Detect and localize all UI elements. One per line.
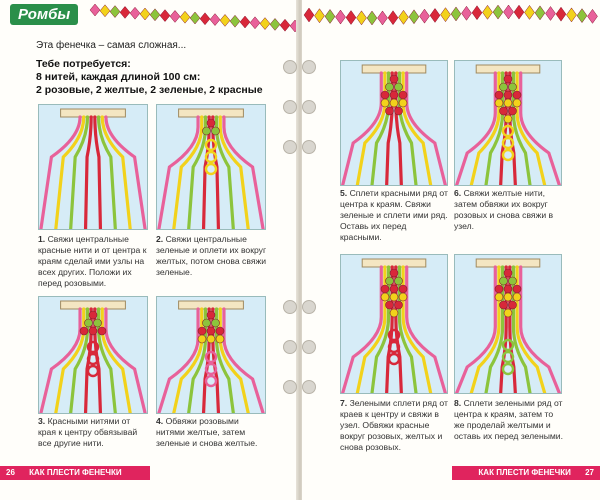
clip-bar	[61, 109, 126, 117]
knot	[212, 319, 220, 327]
knot	[509, 277, 517, 285]
knot	[89, 327, 97, 335]
knot	[504, 99, 512, 107]
band-diamond	[110, 6, 120, 18]
step-2-text: Свяжи центральные зеленые и оплети их вокруг желтых, потом снова свяжи зеленые.	[156, 234, 267, 277]
knot	[504, 75, 512, 83]
step-4-number: 4.	[156, 416, 164, 426]
step-3-number: 3.	[38, 416, 46, 426]
knot	[390, 99, 398, 107]
knot	[513, 99, 521, 107]
step-5-number: 5.	[340, 188, 348, 198]
knot	[207, 311, 215, 319]
band-diamond	[250, 17, 260, 29]
knot	[381, 293, 389, 301]
band-diamond	[140, 8, 150, 20]
step-1-number: 1.	[38, 234, 46, 244]
step-1-caption	[38, 234, 150, 289]
knot	[390, 269, 398, 277]
knot	[85, 319, 93, 327]
page-title: Ромбы	[10, 4, 78, 25]
knot	[203, 127, 211, 135]
knot	[390, 309, 398, 317]
knot	[513, 285, 521, 293]
footer-title-right: КАК ПЛЕСТИ ФЕНЕЧКИ	[478, 468, 571, 477]
knot	[504, 293, 512, 301]
knot	[399, 293, 407, 301]
band-diamond	[230, 15, 240, 27]
knot	[386, 277, 394, 285]
knot	[504, 269, 512, 277]
band-diamond	[210, 14, 220, 26]
knot	[500, 107, 508, 115]
thread	[106, 309, 145, 413]
band-diamond	[472, 6, 482, 20]
knot	[504, 309, 512, 317]
band-diamond	[130, 7, 140, 19]
knot	[395, 83, 403, 91]
clip-bar	[476, 259, 540, 267]
clip-bar	[362, 259, 426, 267]
knot	[89, 311, 97, 319]
knot	[504, 115, 512, 123]
band-diamond	[220, 14, 230, 26]
step-2-caption	[156, 234, 268, 278]
band-diamond	[357, 11, 367, 25]
band-diamond	[409, 10, 419, 24]
knot	[504, 285, 512, 293]
step-6-image	[454, 60, 562, 186]
step-6-text: Свяжи желтые нити, затем обвяжи их вокруг розовых и снова свяжи в узел.	[454, 188, 554, 231]
knot	[504, 91, 512, 99]
band-diamond	[483, 5, 493, 19]
knot	[500, 301, 508, 309]
knot	[509, 107, 517, 115]
knot	[207, 327, 215, 335]
band-diamond	[325, 9, 335, 23]
step-2-image	[156, 104, 266, 230]
band-diamond	[441, 8, 451, 22]
step-5-caption	[340, 188, 450, 243]
band-diamond	[588, 9, 598, 23]
band-diamond	[546, 6, 556, 20]
knot	[495, 91, 503, 99]
knot	[390, 75, 398, 83]
knot	[495, 285, 503, 293]
binder-holes-right	[302, 0, 316, 500]
materials-list	[36, 58, 263, 97]
thread	[102, 117, 130, 229]
clip-bar	[179, 109, 244, 117]
band-diamond	[270, 18, 280, 30]
knot	[395, 107, 403, 115]
knot	[500, 277, 508, 285]
step-7-text: Зелеными сплети ряд от краев к центру и свяжи в узел. Обвяжи красные вокруг розовых, желтых и снова розовых.	[340, 398, 448, 452]
band-diamond	[100, 5, 110, 17]
band-diamond	[120, 6, 130, 18]
loop-knot	[206, 376, 216, 386]
knot	[203, 319, 211, 327]
band-diamond	[200, 13, 210, 25]
step-2-number: 2.	[156, 234, 164, 244]
knot	[80, 327, 88, 335]
clip-bar	[362, 65, 426, 73]
band-diamond	[170, 10, 180, 22]
knot	[509, 83, 517, 91]
step-5-text: Сплети красными ряд от центра к краям. Свяжи зеленые и сплети ими ряд. Оставь их перед красными.	[340, 188, 448, 242]
clip-bar	[61, 301, 126, 309]
knot	[381, 91, 389, 99]
knot	[94, 319, 102, 327]
knot	[216, 335, 224, 343]
right-page	[302, 0, 600, 500]
band-diamond	[556, 7, 566, 21]
band-diamond	[577, 9, 587, 23]
band-diamond	[346, 11, 356, 25]
step-7-image	[340, 254, 448, 394]
knot	[212, 127, 220, 135]
materials-line-3: 2 розовые, 2 желтые, 2 зеленые, 2 красные	[36, 84, 263, 96]
band-diamond	[567, 8, 577, 22]
binder-holes-left	[283, 0, 297, 500]
knot	[198, 335, 206, 343]
knot	[207, 335, 215, 343]
loop-knot	[88, 366, 98, 376]
step-6-caption	[454, 188, 564, 232]
knot	[399, 91, 407, 99]
loop-knot	[206, 164, 216, 174]
knot	[495, 99, 503, 107]
footer-left	[0, 466, 150, 480]
loop-knot	[389, 354, 399, 364]
materials-line-2: 8 нитей, каждая длиной 100 см:	[36, 71, 201, 83]
band-diamond	[260, 18, 270, 30]
band-diamond	[399, 10, 409, 24]
band-diamond	[190, 12, 200, 24]
step-8-text: Сплети зелеными ряд от центра к краям, затем то же проделай желтыми и оставь их перед зелеными.	[454, 398, 563, 441]
thread	[56, 117, 84, 229]
step-4-text: Обвяжи розовыми нитями желтые, затем зеленые и снова желтые.	[156, 416, 258, 448]
knot	[395, 277, 403, 285]
materials-line-1: Тебе потребуется:	[36, 58, 131, 70]
page-number-right: 27	[585, 468, 594, 477]
knot	[399, 99, 407, 107]
thread	[41, 309, 80, 413]
band-diamond	[504, 5, 514, 19]
knot	[500, 83, 508, 91]
band-diamond	[150, 9, 160, 21]
step-3-text: Красными нитями от края к центру обвязывай все другие нити.	[38, 416, 138, 448]
band-diamond	[160, 10, 170, 22]
step-8-caption	[454, 398, 564, 442]
step-3-caption	[38, 416, 150, 449]
step-4-caption	[156, 416, 268, 449]
knot	[390, 285, 398, 293]
step-1-text: Свяжи центральные красные нити и от центра к краям сделай ими узлы на всех других. Положи их перед розовыми.	[38, 234, 147, 288]
loop-knot	[503, 150, 513, 160]
top-band-right	[302, 0, 600, 45]
intro-text: Эта фенечка – самая сложная...	[36, 40, 187, 51]
band-diamond	[535, 6, 545, 20]
band-diamond	[315, 9, 325, 23]
knot	[207, 119, 215, 127]
left-page	[0, 0, 298, 500]
band-diamond	[493, 5, 503, 19]
clip-bar	[476, 65, 540, 73]
knot	[386, 83, 394, 91]
band-diamond	[430, 8, 440, 22]
step-7-number: 7.	[340, 398, 348, 408]
knot	[386, 107, 394, 115]
band-diamond	[180, 11, 190, 23]
band-diamond	[451, 7, 461, 21]
step-4-image	[156, 296, 266, 414]
band-diamond	[336, 10, 346, 24]
band-diamond	[367, 11, 377, 25]
knot	[509, 301, 517, 309]
band-diamond	[514, 5, 524, 19]
loop-knot	[503, 364, 513, 374]
footer-title-left: КАК ПЛЕСТИ ФЕНЕЧКИ	[29, 468, 122, 477]
step-5-image	[340, 60, 448, 186]
clip-bar	[179, 301, 244, 309]
band-diamond	[388, 11, 398, 25]
step-7-caption	[340, 398, 450, 453]
band-diamond	[240, 16, 250, 28]
knot	[513, 293, 521, 301]
knot	[513, 91, 521, 99]
step-3-image	[38, 296, 148, 414]
knot	[399, 285, 407, 293]
band-diamond	[525, 5, 535, 19]
knot	[390, 293, 398, 301]
knot	[216, 327, 224, 335]
knot	[390, 91, 398, 99]
knot	[381, 99, 389, 107]
footer-right	[452, 466, 600, 480]
step-6-number: 6.	[454, 188, 462, 198]
knot	[386, 301, 394, 309]
knot	[98, 327, 106, 335]
knot	[495, 293, 503, 301]
page-number-left: 26	[6, 468, 15, 477]
step-1-image	[38, 104, 148, 230]
knot	[395, 301, 403, 309]
step-8-image	[454, 254, 562, 394]
knot	[198, 327, 206, 335]
knot	[381, 285, 389, 293]
band-diamond	[90, 4, 100, 16]
band-diamond	[462, 6, 472, 20]
band-diamond	[420, 9, 430, 23]
band-diamond	[378, 11, 388, 25]
step-8-number: 8.	[454, 398, 462, 408]
